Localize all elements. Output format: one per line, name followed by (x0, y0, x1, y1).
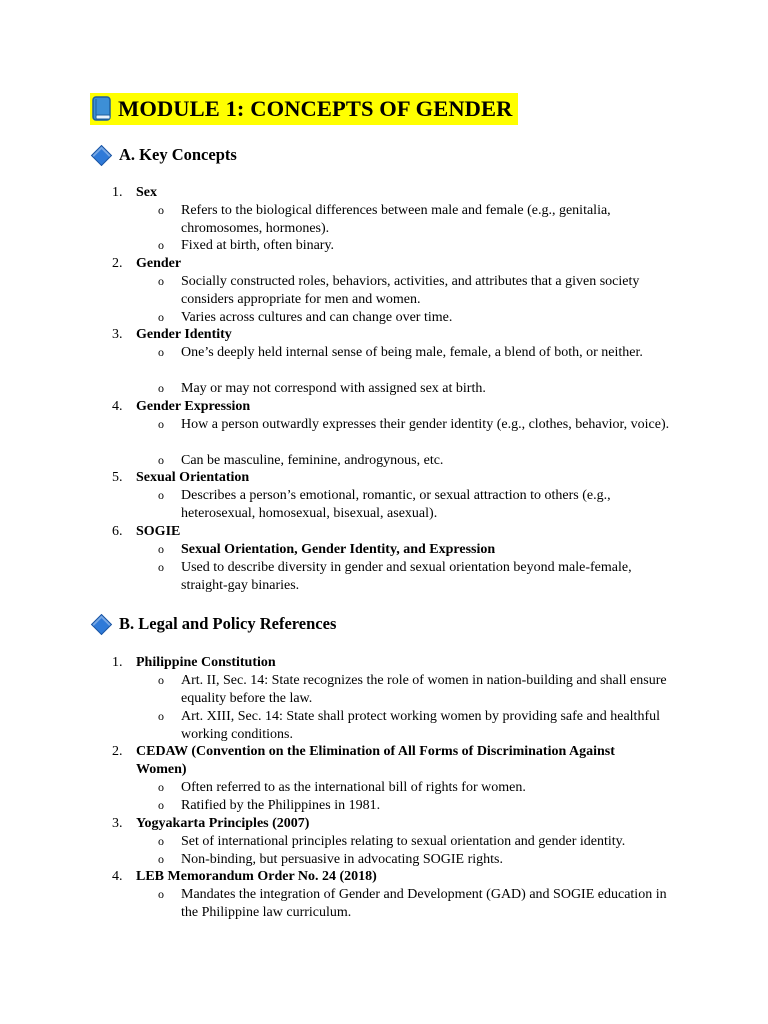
list-number: 2. (112, 744, 123, 759)
list-number: 4. (112, 869, 123, 884)
list-item: Non-binding, but persuasive in advocating SOGIE rights. (181, 852, 503, 867)
list-item: Mandates the integration of Gender and Development (GAD) and SOGIE education in the Philippine law curriculum. (181, 887, 667, 920)
list-item: Describes a person’s emotional, romantic, or sexual attraction to others (e.g., heterosexual, homosexual, bisexual, asexual). (181, 488, 611, 521)
bullet-icon: o (158, 709, 164, 723)
bullet-icon: o (158, 345, 164, 359)
bullet-icon: o (158, 798, 164, 812)
bullet-icon: o (158, 560, 164, 574)
term-gender: Gender (136, 256, 182, 271)
bullet-icon: o (158, 673, 164, 687)
bullet-icon: o (158, 381, 164, 395)
section-b-label: B. Legal and Policy References (119, 614, 337, 633)
diamond-icon (91, 144, 112, 165)
list-item: Socially constructed roles, behaviors, activities, and attributes that a given society considers appropriate for men and women. (181, 274, 640, 307)
list-number: 6. (112, 524, 123, 539)
bullet-icon: o (158, 852, 164, 866)
list-item: Art. XIII, Sec. 14: State shall protect working women by providing safe and healthful working conditions. (181, 709, 660, 742)
list-number: 2. (112, 256, 123, 271)
list-item: May or may not correspond with assigned sex at birth. (181, 381, 486, 396)
list-number: 4. (112, 399, 123, 414)
list-item: Refers to the biological differences between male and female (e.g., genitalia, chromosomes, hormones). (181, 203, 611, 236)
term-sogie: SOGIE (136, 524, 181, 539)
list-item: Varies across cultures and can change over time. (181, 310, 453, 325)
list-number: 1. (112, 655, 123, 670)
term-gender-expression: Gender Expression (136, 399, 251, 414)
bullet-icon: o (158, 834, 164, 848)
diamond-icon (91, 613, 112, 634)
module-title (90, 93, 518, 125)
bullet-icon: o (158, 238, 164, 252)
bullet-icon: o (158, 887, 164, 901)
list-item: Sexual Orientation, Gender Identity, and Expression (181, 542, 496, 557)
list-number: 3. (112, 816, 123, 831)
bullet-icon: o (158, 310, 164, 324)
bullet-icon: o (158, 542, 164, 556)
list-number: 1. (112, 185, 123, 200)
list-number: 5. (112, 470, 123, 485)
list-item: Ratified by the Philippines in 1981. (181, 798, 381, 813)
bullet-icon: o (158, 780, 164, 794)
bullet-icon: o (158, 203, 164, 217)
list-item: Can be masculine, feminine, androgynous, etc. (181, 453, 444, 468)
list-item: Often referred to as the international bill of rights for women. (181, 780, 526, 795)
bullet-icon: o (158, 417, 164, 431)
bullet-icon: o (158, 488, 164, 502)
list-item: One’s deeply held internal sense of being male, female, a blend of both, or neither. (181, 345, 643, 360)
title-text: MODULE 1: CONCEPTS OF GENDER (118, 96, 513, 121)
term-gender-identity: Gender Identity (136, 327, 232, 342)
term-sexual-orientation: Sexual Orientation (136, 470, 250, 485)
list-item: How a person outwardly expresses their gender identity (e.g., clothes, behavior, voice). (181, 417, 670, 432)
list-item: Art. II, Sec. 14: State recognizes the role of women in nation-building and shall ensure equality before the law. (181, 673, 667, 706)
bullet-icon: o (158, 453, 164, 467)
list-item: Set of international principles relating to sexual orientation and gender identity. (181, 834, 626, 849)
term-yogyakarta: Yogyakarta Principles (2007) (136, 816, 310, 831)
list-number: 3. (112, 327, 123, 342)
term-cedaw: CEDAW (Convention on the Elimination of All Forms of Discrimination Against Women) (136, 744, 615, 777)
book-icon (92, 96, 112, 122)
term-philippine-constitution: Philippine Constitution (136, 655, 276, 670)
term-leb-memorandum: LEB Memorandum Order No. 24 (2018) (136, 869, 377, 884)
section-a-label: A. Key Concepts (119, 145, 237, 164)
term-sex: Sex (136, 185, 157, 200)
list-item: Used to describe diversity in gender and sexual orientation beyond male-female, straight-gay binaries. (181, 560, 632, 593)
section-b-heading (92, 614, 336, 634)
list-item: Fixed at birth, often binary. (181, 238, 335, 253)
section-a-heading (92, 145, 237, 165)
bullet-icon: o (158, 274, 164, 288)
